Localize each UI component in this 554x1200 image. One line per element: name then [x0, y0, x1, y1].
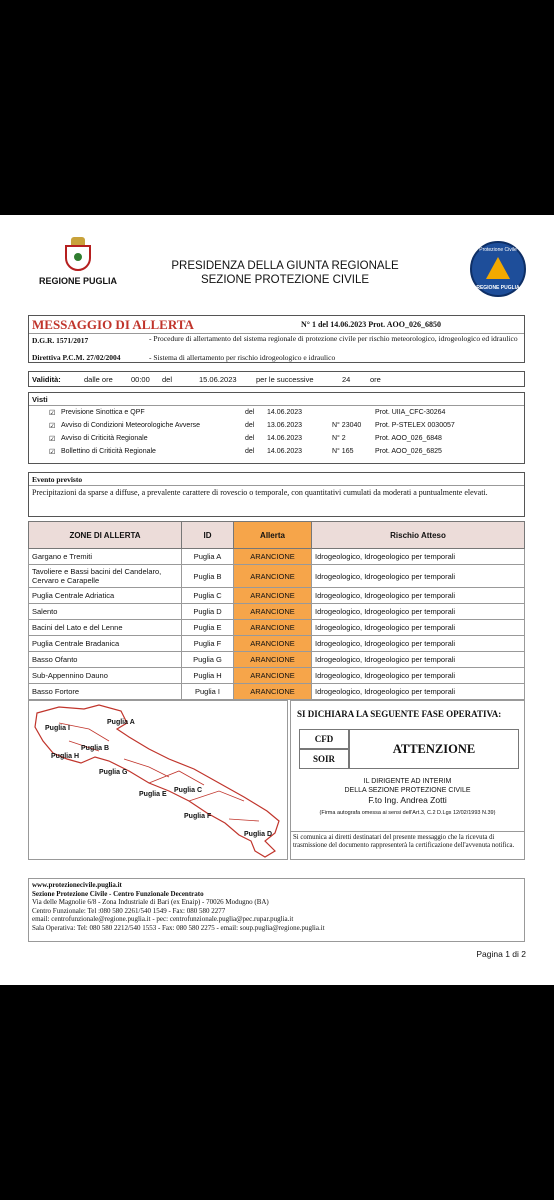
- alert-document: [0, 215, 554, 985]
- page-number: Pagina 1 di 2: [476, 949, 526, 959]
- region-label: REGIONE PUGLIA: [38, 276, 117, 286]
- visti-title: Visti: [32, 395, 48, 404]
- page-title: PRESIDENZA DELLA GIUNTA REGIONALE SEZIONE PROTEZIONE CIVILE: [171, 260, 399, 286]
- puglia-zones-map: Puglia A Puglia I Puglia H Puglia B Puglia G Puglia C Puglia E Puglia F Puglia D: [28, 700, 288, 860]
- director-block: IL DIRIGENTE AD INTERIM DELLA SEZIONE PROTEZIONE CIVILE F.to Ing. Andrea Zotti (Firma autografa omessa ai sensi dell'Art.3, C.2 D.Lgs 12/02/1993 N.39): [291, 777, 524, 818]
- table-header-row: ZONE DI ALLERTA ID Allerta Rischio Atteso: [29, 522, 525, 549]
- table-row: Tavoliere e Bassi bacini del Candelaro, Cervaro e Carapelle Puglia B ARANCIONE Idrogeologico, Idrogeologico per temporali: [29, 565, 525, 588]
- list-item: ☑ Previsione Sinottica e QPF del 14.06.2023 Prot. UIIA_CFC-30264: [49, 409, 446, 417]
- region-logo: [38, 237, 118, 286]
- checked-box-icon: ☑: [49, 436, 56, 443]
- table-row: Salento Puglia D ARANCIONE Idrogeologico, Idrogeologico per temporali: [29, 604, 525, 620]
- visti-box: [28, 392, 525, 464]
- region-coat-of-arms-icon: [65, 237, 91, 271]
- dgr-description: - Procedure di allertamento del sistema regionale di protezione civile per rischio meteorologico, idrogeologico ed idraulico: [149, 334, 518, 343]
- notification-notice: Si comunica ai diretti destinatari del presente messaggio che la ricevuta di trasmissione del documento rappresenterà la certificazione dell'avvenuta notifica.: [291, 831, 524, 852]
- message-title: MESSAGGIO DI ALLERTA: [32, 317, 194, 332]
- checked-box-icon: ☑: [49, 410, 56, 417]
- directive-description: - Sistema di allertamento per rischio idrogeologico e idraulico: [149, 353, 336, 362]
- operational-phase-box: [290, 700, 525, 860]
- table-row: Basso Ofanto Puglia G ARANCIONE Idrogeologico, Idrogeologico per temporali: [29, 652, 525, 668]
- table-row: Bacini del Lato e del Lenne Puglia E ARANCIONE Idrogeologico, Idrogeologico per temporali: [29, 620, 525, 636]
- zones-table: [28, 521, 525, 700]
- directive-label: Direttiva P.C.M. 27/02/2004: [32, 353, 121, 362]
- cfd-label: CFD: [299, 729, 349, 749]
- list-item: ☑ Avviso di Condizioni Meteorologiche Avverse del 13.06.2023 N° 23040 Prot. P-STELEX 0030057: [49, 422, 455, 430]
- checked-box-icon: ☑: [49, 449, 56, 456]
- table-row: Puglia Centrale Bradanica Puglia F ARANCIONE Idrogeologico, Idrogeologico per temporali: [29, 636, 525, 652]
- message-header-box: [28, 315, 525, 363]
- dgr-label: D.G.R. 1571/2017: [32, 336, 89, 345]
- table-row: Sub-Appennino Dauno Puglia H ARANCIONE Idrogeologico, Idrogeologico per temporali: [29, 668, 525, 684]
- event-text: Precipitazioni da sparse a diffuse, a prevalente carattere di rovescio o temporale, con quantitativi cumulati da moderati a puntualmente elevati.: [32, 488, 488, 497]
- table-row: Basso Fortore Puglia I ARANCIONE Idrogeologico, Idrogeologico per temporali: [29, 684, 525, 700]
- event-title: Evento previsto: [32, 475, 83, 484]
- signature-note: (Firma autografa omessa ai sensi dell'Art.3, C.2 D.Lgs 12/02/1993 N.39): [319, 810, 496, 816]
- list-item: ☑ Bollettino di Criticità Regionale del 14.06.2023 N° 165 Prot. AOO_026_6825: [49, 448, 442, 456]
- soir-label: SOIR: [299, 749, 349, 769]
- event-box: [28, 472, 525, 517]
- phase-title: SI DICHIARA LA SEGUENTE FASE OPERATIVA:: [297, 709, 502, 719]
- list-item: ☑ Avviso di Criticità Regionale del 14.06.2023 N° 2 Prot. AOO_026_6848: [49, 435, 442, 443]
- protezione-civile-seal-icon: Protezione Civile REGIONE PUGLIA: [470, 241, 526, 297]
- validity-row: Validità: dalle ore 00:00 del 15.06.2023 per le successive 24 ore: [28, 371, 525, 387]
- footer-contacts: www.protezionecivile.puglia.it Sezione Protezione Civile - Centro Funzionale Decentrato Via delle Magnolie 6/8 - Zona Industriale di Bari (ex Enaip) - 70026 Modugno (BA) Centro Funzionale: Tel :080 580 2261/540 1549 - Fax: 080 580 2277 email: centrofunzionale@regione.puglia.it - pec: centrofunzionale.puglia@pec.rupar.puglia.it Sala Operativa: Tel: 080 580 2212/540 1553 - Fax: 080 580 2275 - email: soup.puglia@regione.puglia.it: [28, 878, 525, 942]
- phase-value: ATTENZIONE: [349, 729, 519, 769]
- table-row: Gargano e Tremiti Puglia A ARANCIONE Idrogeologico, Idrogeologico per temporali: [29, 549, 525, 565]
- table-row: Puglia Centrale Adriatica Puglia C ARANCIONE Idrogeologico, Idrogeologico per temporali: [29, 588, 525, 604]
- checked-box-icon: ☑: [49, 423, 56, 430]
- message-number: N° 1 del 14.06.2023 Prot. AOO_026_6850: [301, 320, 441, 329]
- signature: F.to Ing. Andrea Zotti: [368, 795, 447, 805]
- phase-grid: [299, 729, 519, 773]
